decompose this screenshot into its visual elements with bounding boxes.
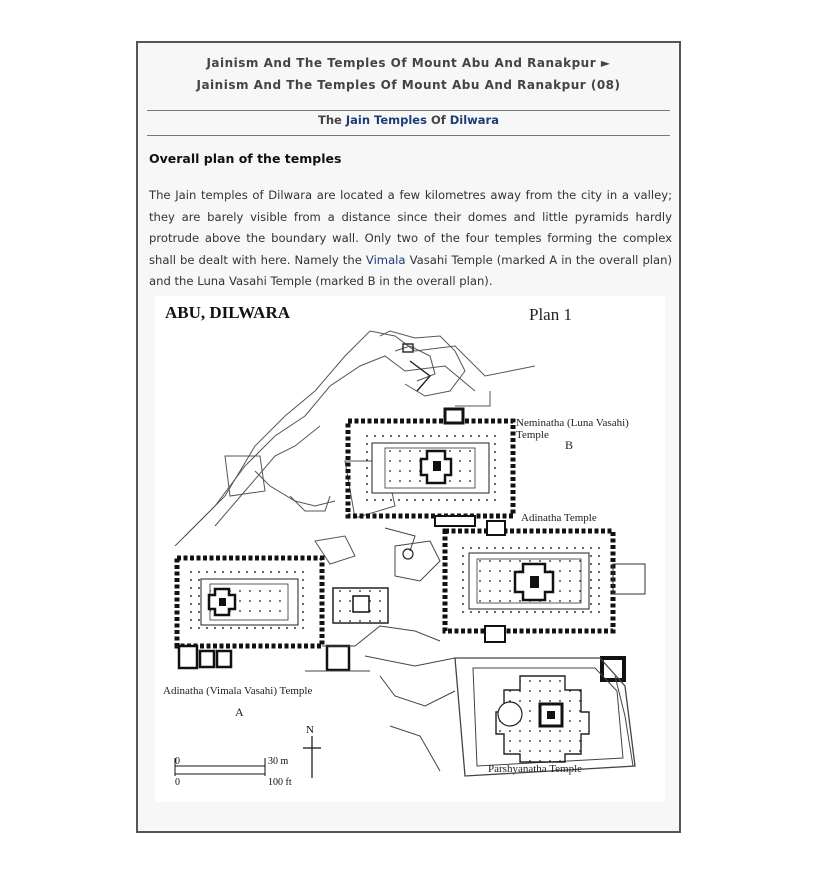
north-label: N	[306, 724, 314, 736]
label-temple-b-2: Temple	[516, 429, 549, 441]
divider-bottom	[147, 135, 670, 136]
section-heading: Overall plan of the temples	[149, 151, 342, 166]
paragraph-text-2: Vasahi Temple (marked A in the overall plan) and the Luna Vasahi Temple (marked B in the overall plan).	[149, 252, 673, 289]
content-frame	[136, 41, 681, 833]
subtitle-middle: Of	[426, 113, 450, 127]
vimala-link[interactable]: Vimala	[365, 252, 406, 267]
plan-number: Plan 1	[529, 305, 572, 324]
scale-feet: 100 ft	[268, 777, 292, 788]
label-adinatha: Adinatha Temple	[521, 512, 597, 524]
breadcrumb	[138, 52, 679, 96]
label-temple-a: Adinatha (Vimala Vasahi) Temple	[163, 685, 313, 697]
subtitle-prefix: The	[318, 113, 346, 127]
scale-meters: 30 m	[268, 756, 289, 767]
site-plan-image	[155, 296, 665, 802]
label-parshvanatha: Parshyanatha Temple	[488, 763, 583, 775]
page-subtitle	[138, 113, 679, 127]
jain-temples-link[interactable]: Jain Temples	[345, 113, 427, 127]
body-paragraph	[149, 185, 672, 293]
scale-zero-top: 0	[175, 756, 180, 767]
breadcrumb-link-parent[interactable]: Jainism And The Temples Of Mount Abu And Ranakpur ►	[206, 56, 611, 70]
scale-zero-bottom: 0	[175, 777, 180, 788]
label-temple-b: Neminatha (Luna Vasahi)	[516, 417, 629, 429]
letter-a: A	[235, 705, 244, 719]
breadcrumb-current[interactable]: Jainism And The Temples Of Mount Abu And Ranakpur (08)	[196, 78, 621, 92]
divider-top	[147, 110, 670, 111]
plan-title: ABU, DILWARA	[165, 303, 291, 322]
adinatha-temple	[445, 521, 645, 642]
north-arrow-icon	[303, 736, 321, 778]
dilwara-link[interactable]: Dilwara	[449, 113, 499, 127]
corner-tower	[602, 658, 624, 680]
temple-b-neminatha	[348, 409, 513, 526]
letter-b: B	[565, 438, 574, 452]
scale-bar	[175, 758, 265, 776]
temple-a-vimala-vasahi	[177, 558, 388, 670]
paragraph-text-1: The Jain temples of Dilwara are located a few kilometres away from the city in a valley; they are barely visible from a distance since their domes and little pyramids hardly protrude above the boundary wall. Only two of the four temples forming the complex shall be dealt with here. Namely the	[149, 188, 672, 267]
